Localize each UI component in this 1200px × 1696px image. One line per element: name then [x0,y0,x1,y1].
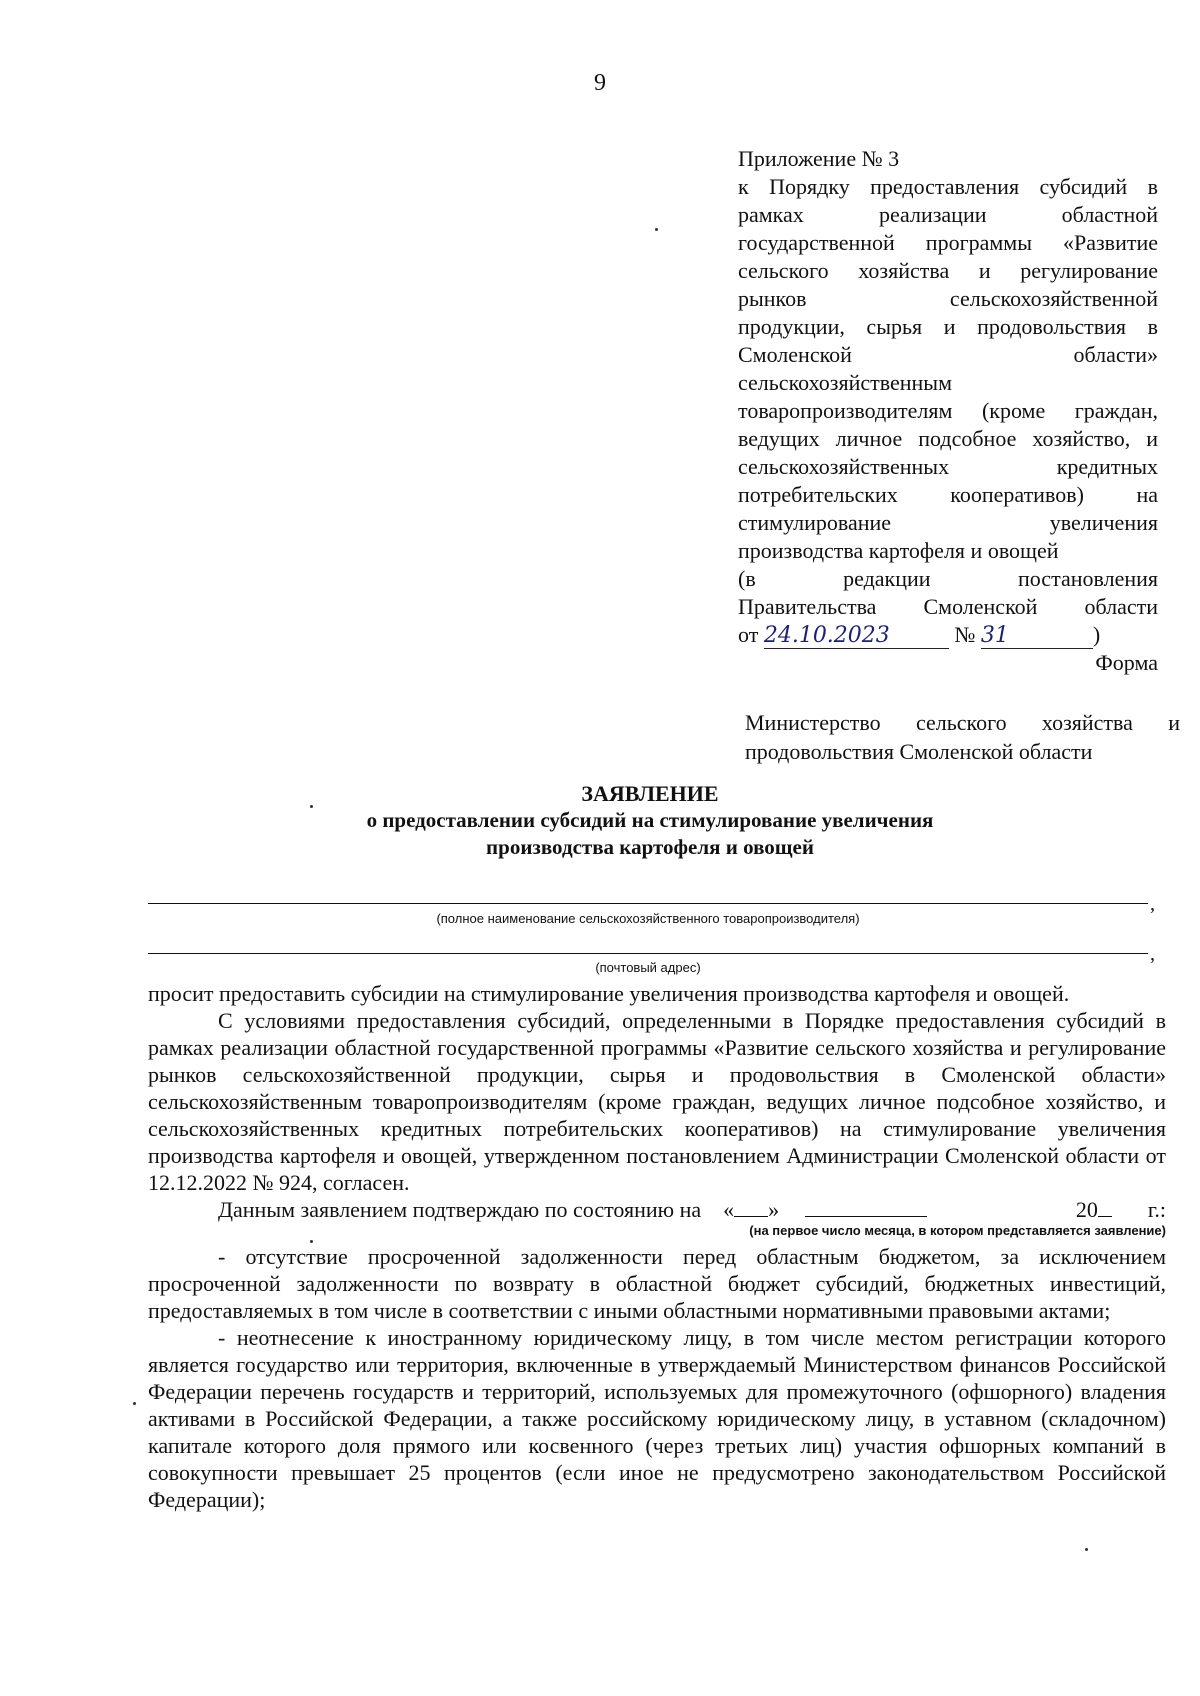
number-prefix: № [954,622,976,647]
date-prefix: от [738,622,759,647]
appendix-line: сельскохозяйственным [738,370,952,395]
appendix-line: сельского хозяйства и регулирование [738,258,1158,283]
appendix-line: к Порядку предоставления субсидий в [738,174,1158,199]
year-suffix: г.: [1147,1197,1166,1222]
appendix-line: товаропроизводителям (кроме граждан, [738,398,1158,423]
appendix-line: государственной программы «Развитие [738,230,1158,255]
confirmation-date-line [148,1196,1166,1223]
paragraph: - отсутствие просроченной задолженности перед областным бюджетом, за исключением просроченной задолженности по возврату в областной бюджет субсидий, бюджетных инвестиций, предоставляемых в том числе в соответствии с иными областными нормативными правовыми актами; [148,1244,1166,1323]
quote-open: « [723,1197,735,1222]
appendix-line: потребительских кооперативов) на [738,482,1158,507]
year-field[interactable] [1098,1198,1112,1217]
document-title [150,780,1150,861]
company-name-field[interactable] [148,903,1148,904]
title-line: о предоставлении субсидий на стимулирование увеличения [366,808,934,832]
addressee-line: Министерство сельского хозяйства и [745,710,1180,735]
appendix-line: продукции, сырья и продовольствия в [738,314,1158,339]
scan-speck [310,1240,313,1243]
title-line: производства картофеля и овощей [486,835,814,859]
postal-address-caption: (почтовый адрес) [595,960,701,975]
paragraph: С условиями предоставления субсидий, определенными в Порядке предоставления субсидий в рамках реализации областной государственной программы «Развитие сельского хозяйства и регулирование рынков сельскохозяйственной продукции, сырья и продовольствия в Смоленской области» сельскохозяйственным товаропроизводителям (кроме граждан, ведущих личное подсобное хозяйство, и сельскохозяйственных кредитных потребительских кооперативов) на стимулирование увеличения производства картофеля и овощей, утвержденном постановлением Администрации Смоленской области от 12.12.2022 № 924, согласен. [148,1008,1166,1195]
handwritten-date: 24.10.2023 [764,624,949,649]
appendix-line: Смоленской области» [738,342,1158,367]
scan-speck [133,1402,136,1405]
year-prefix: 20 [1075,1197,1098,1222]
quote-close: » [768,1197,780,1222]
statement-body [148,980,1166,1513]
form-label: Форма [1095,650,1158,675]
title-main: ЗАЯВЛЕНИЕ [581,781,719,806]
addressee-line: продовольствия Смоленской области [745,739,1093,764]
appendix-line: Правительства Смоленской области [738,594,1158,619]
scan-speck [655,228,658,231]
field-comma: , [1150,943,1155,965]
paragraph: - неотнесение к иностранному юридическому лицу, в том числе местом регистрации которого является государство или территория, включенные в утверждаемый Министерством финансов Российской Федерации перечень государств и территорий, используемых для промежуточного (офшорного) владения активами в Российской Федерации, а также российскому юридическому лицу, в уставном (складочном) капитале которого доля прямого или косвенного (через третьих лиц) участия офшорных компаний в совокупности превышает 25 процентов (если иное не предусмотрено законодательством Российской Федерации); [148,1325,1166,1512]
day-field[interactable] [734,1198,768,1217]
page-number: 9 [594,70,606,96]
appendix-line: Приложение № 3 [738,146,900,171]
appendix-line: (в редакции постановления [738,566,1158,591]
appendix-date-line [738,621,1158,649]
paragraph: просит предоставить субсидии на стимулирование увеличения производства картофеля и овощей. [148,981,1070,1006]
postal-address-field[interactable] [148,953,1148,954]
appendix-line: рынков сельскохозяйственной [738,286,1158,311]
appendix-line: ведущих личное подсобное хозяйство, и [738,426,1158,451]
appendix-line: сельскохозяйственных кредитных [738,454,1158,479]
field-comma: , [1150,893,1155,915]
company-name-caption: (полное наименование сельскохозяйственного товаропроизводителя) [436,911,860,926]
confirmation-prefix: Данным заявлением подтверждаю по состоянию на [218,1197,702,1222]
appendix-line: стимулирование увеличения [738,510,1158,535]
addressee [745,708,1180,766]
handwritten-number: 31 [981,624,1093,649]
date-caption: (на первое число месяца, в котором представляется заявление) [749,1223,1166,1238]
scan-speck [310,805,313,808]
appendix-header [738,145,1158,677]
closing-paren: ) [1092,622,1101,647]
appendix-line: производства картофеля и овощей [738,538,1059,563]
scan-speck [1085,1548,1088,1551]
appendix-line: рамках реализации областной [738,202,1158,227]
month-field[interactable] [805,1198,927,1217]
